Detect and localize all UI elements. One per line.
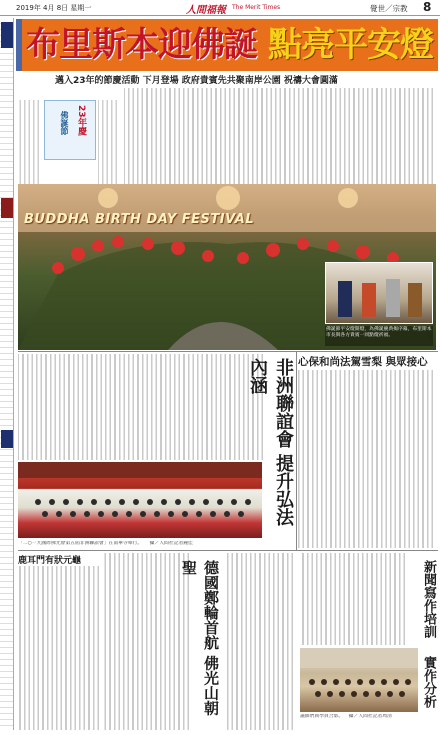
- sidebar-tail-title: 鹿耳門有狀元龜: [18, 556, 82, 566]
- sidebar-body-text-2: [98, 100, 120, 184]
- festival-sign-text: BUDDHA BIRTH DAY FESTIVAL: [24, 212, 255, 227]
- divider: [296, 352, 297, 550]
- masthead-logo: 人間福報: [186, 5, 226, 16]
- banner-subtitle: 邁入23年的節慶活動 下月登場 政府貴賓先共聚南岸公園 祝禱大會圓滿: [55, 76, 338, 86]
- africa-caption-text: 「二○一九國際佛光會第五屆非洲聯誼會」在南華寺舉行。: [18, 541, 143, 546]
- section-label: 覺世／宗教: [370, 4, 408, 13]
- africa-photo: [18, 462, 262, 538]
- news-train-caption: [300, 714, 436, 720]
- africa-photo-illustration: [18, 462, 262, 538]
- masthead-logo-en: The Merit Times: [232, 4, 281, 11]
- africa-caption-credit: 攝／人間社記者鐘佳: [149, 541, 193, 546]
- banner: [16, 19, 438, 71]
- news-train-caption-text: 議師們與學員合影。: [300, 714, 344, 719]
- news-train-text: [300, 553, 408, 645]
- africa-headline: 非洲聯誼會 提升弘法內涵: [247, 358, 294, 527]
- inset-photo: [325, 262, 433, 324]
- heart-article-text: [298, 370, 436, 548]
- divider: [18, 550, 438, 551]
- germany-headline: 德國鄭輪首航 佛光山朝聖: [180, 560, 220, 716]
- left-ad-strip: [0, 18, 14, 730]
- masthead: [0, 0, 440, 16]
- divider: [18, 351, 438, 352]
- inset-photo-caption: 佛誕節平安燈開燈，為佛誕慶典揭序幕，布里斯本市長與各方貴賓一同點燈祈福。: [325, 326, 433, 346]
- africa-article-text: [18, 354, 266, 460]
- sidebar-tail-text: [18, 566, 102, 730]
- news-train-caption-credit: 攝／人間社記者周淸: [348, 714, 392, 719]
- masthead-date: 2019年 4月 8日 星期一: [16, 4, 92, 12]
- news-train-photo: [300, 648, 418, 712]
- africa-caption: [18, 541, 266, 547]
- heart-headline: 心保和尚法駕雪梨 與眾接心: [298, 356, 428, 368]
- lead-article-text: [124, 88, 436, 184]
- news-train-photo-illustration: [300, 648, 418, 712]
- page-number: 8: [423, 0, 432, 14]
- germany-text-left: [104, 553, 192, 730]
- sidebar-body-text: [18, 100, 42, 184]
- banner-headline-main: 布里斯本迎佛誕: [26, 25, 257, 65]
- news-train-headline-a: 新聞寫作培訓: [421, 560, 436, 638]
- germany-text-right: [226, 553, 296, 730]
- news-train-headline-b: 實作分析: [421, 656, 436, 708]
- sidebar-badge: 23年慶: [76, 105, 86, 136]
- sidebar-badge-sub: 佛誕節: [60, 111, 69, 135]
- sidebar-badge-block: [44, 100, 96, 160]
- banner-headline-accent: 點亮平安燈: [268, 25, 433, 65]
